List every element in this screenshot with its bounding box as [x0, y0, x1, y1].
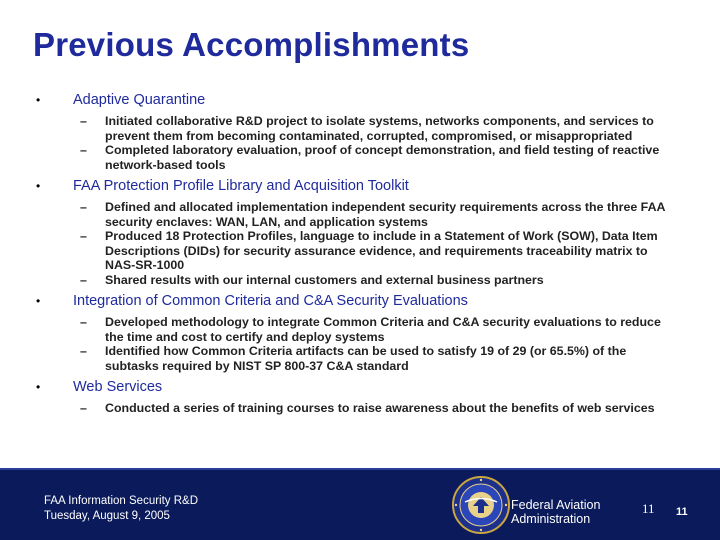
section-heading	[0, 178, 720, 195]
section-heading-text: FAA Protection Profile Library and Acquisition Toolkit	[73, 178, 409, 194]
list-item-text: Completed laboratory evaluation, proof of concept demonstration, and field testing of reactive network-based tools	[105, 143, 660, 172]
section-heading-text: Integration of Common Criteria and C&A Security Evaluations	[73, 293, 468, 309]
list-item-text: Developed methodology to integrate Common Criteria and C&A security evaluations to reduce the time and cost to certify and deploy systems	[105, 315, 661, 344]
slide-title: Previous Accomplishments	[33, 26, 470, 63]
dash-icon: –	[80, 200, 87, 214]
bullet-icon: •	[36, 179, 41, 193]
bullet-icon: •	[36, 294, 41, 308]
section-heading-text: Adaptive Quarantine	[73, 92, 206, 108]
agency-name-line2: Administration	[511, 512, 591, 526]
sub-list	[0, 114, 720, 172]
agency-name	[511, 498, 600, 526]
list-item-text: Identified how Common Criteria artifacts can be used to satisfy 19 of 29 (or 65.5%) of the subtasks required by NIST SP 800-37 C&A standard	[105, 344, 627, 373]
section-heading	[0, 379, 720, 396]
list-item-text: Produced 18 Protection Profiles, language to include in a Statement of Work (SOW), Data Item Descriptions (DIDs) for security assurance evidence, and requirements traceability matrix to NAS-SR-1000	[105, 229, 658, 272]
section-heading-text: Web Services	[73, 379, 163, 395]
list-item	[0, 273, 720, 288]
footer-date: Tuesday, August 9, 2005	[44, 510, 170, 522]
faa-seal-icon	[451, 475, 511, 535]
sub-list	[0, 401, 720, 416]
dash-icon: –	[80, 315, 87, 329]
footer-bar	[0, 468, 720, 540]
dash-icon: –	[80, 344, 87, 358]
bullet-icon: •	[36, 380, 41, 394]
list-item	[0, 143, 720, 172]
dash-icon: –	[80, 143, 87, 157]
list-item	[0, 401, 720, 416]
list-item	[0, 344, 720, 373]
sub-list	[0, 315, 720, 373]
list-item	[0, 200, 720, 229]
list-item	[0, 229, 720, 273]
list-item	[0, 315, 720, 344]
bullet-icon: •	[36, 93, 41, 107]
section-heading	[0, 92, 720, 109]
section-heading	[0, 293, 720, 310]
list-item-text: Defined and allocated implementation independent security requirements across the three FAA security enclaves: WAN, LAN, and application systems	[105, 200, 666, 229]
dash-icon: –	[80, 272, 87, 287]
dash-icon: –	[80, 114, 87, 128]
footer-info	[44, 494, 198, 524]
sub-list	[0, 200, 720, 287]
page-number: 11	[676, 506, 688, 518]
list-item	[0, 114, 720, 143]
footer-org: FAA Information Security R&D	[44, 495, 199, 507]
list-item-text: Shared results with our internal customers and external business partners	[105, 272, 544, 287]
agency-name-line1: Federal Aviation	[511, 498, 601, 512]
dash-icon: –	[80, 401, 87, 415]
slide-content	[0, 92, 720, 422]
list-item-text: Conducted a series of training courses to raise awareness about the benefits of web services	[105, 401, 655, 415]
dash-icon: –	[80, 229, 87, 243]
page-number-serif: 11	[642, 501, 655, 516]
list-item-text: Initiated collaborative R&D project to isolate systems, networks components, and services to prevent them from becoming contaminated, corrupted, compromised, or misappropriated	[105, 114, 654, 143]
